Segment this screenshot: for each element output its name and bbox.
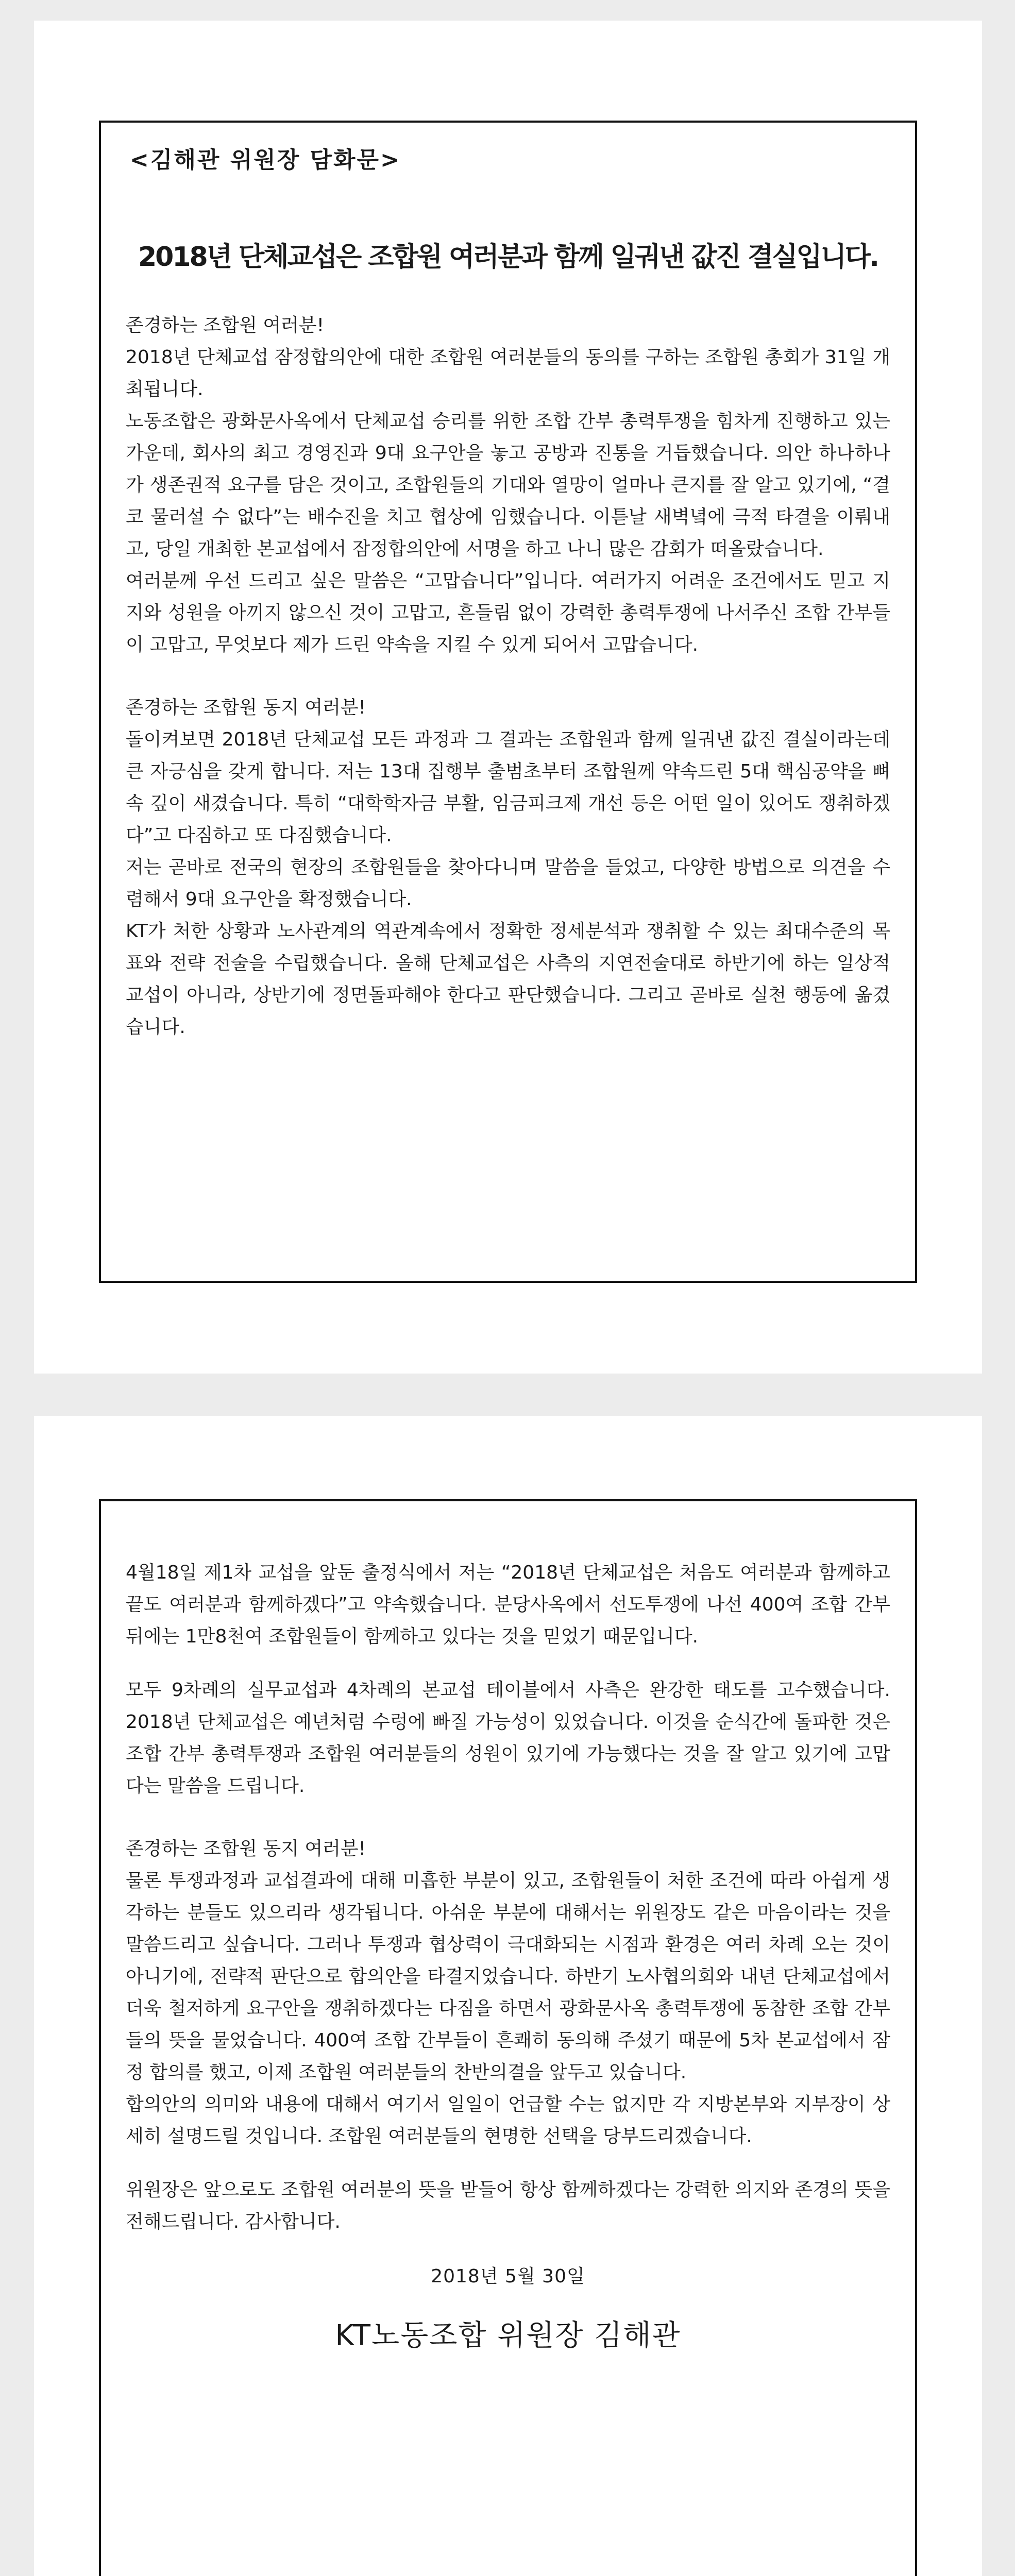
paragraph-gap bbox=[126, 2160, 890, 2174]
document-page-2 bbox=[34, 1416, 982, 2576]
document-frame bbox=[99, 1499, 917, 2576]
page-2-content bbox=[126, 1557, 890, 2357]
paragraph: 저는 곧바로 전국의 현장의 조합원들을 찾아다니며 말씀을 들었고, 다양한 방법으로 의견을 수렴해서 9대 요구안을 확정했습니다. bbox=[126, 857, 890, 910]
paragraph: KT가 처한 상황과 노사관계의 역관계속에서 정확한 정세분석과 쟁취할 수 있는 최대수준의 목표와 전략 전술을 수립했습니다. 올해 단체교섭은 사측의 지연전술대로 하반기에 하는 일상적 교섭이 아니라, 상반기에 정면돌파해야 한다고 판단했습니다. 그리고 곧바로 실천 행동에 옮겼습니다. bbox=[126, 921, 890, 1038]
document-date: 2018년 5월 30일 bbox=[431, 2266, 585, 2287]
closing-paragraph: 위원장은 앞으로도 조합원 여러분의 뜻을 받들어 항상 함께하겠다는 강력한 의지와 존경의 뜻을 전해드립니다. 감사합니다. bbox=[126, 2179, 890, 2232]
paragraph: 4월18일 제1차 교섭을 앞둔 출정식에서 저는 “2018년 단체교섭은 처음도 여러분과 함께하고 끝도 여러분과 함께하겠다”고 약속했습니다. 분당사옥에서 선도투쟁에 나선 400여 조합 간부 뒤에는 1만8천여 조합원들이 함께하고 있다는 것을 믿었기 때문입니다. bbox=[126, 1562, 890, 1647]
paragraph-gap bbox=[126, 1802, 890, 1833]
paragraph: 여러분께 우선 드리고 싶은 말씀은 “고맙습니다”입니다. 여러가지 어려운 조건에서도 믿고 지지와 성원을 아끼지 않으신 것이 고맙고, 흔들림 없이 강력한 총력투쟁에 나서주신 조합 간부들이 고맙고, 무엇보다 제가 드린 약속을 지킬 수 있게 되어서 고맙습니다. bbox=[126, 570, 890, 655]
paragraph: 물론 투쟁과정과 교섭결과에 대해 미흡한 부분이 있고, 조합원들이 처한 조건에 따라 아쉽게 생각하는 분들도 있으리라 생각됩니다. 아쉬운 부분에 대해서는 위원장도 같은 마음이라는 것을 말씀드리고 싶습니다. 그러나 투쟁과 협상력이 극대화되는 시점과 환경은 여러 차례 오는 것이 아니기에, 전략적 판단으로 합의안을 타결지었습니다. 하반기 노사협의회와 내년 단체교섭에서 더욱 철저하게 요구안을 쟁취하겠다는 다짐을 하면서 광화문사옥 총력투쟁에 동참한 조합 간부들의 뜻을 물었습니다. 400여 조합 간부들이 흔쾌히 동의해 주셨기 때문에 5차 본교섭에서 잠정 합의를 했고, 이제 조합원 여러분들의 찬반의결을 앞두고 있습니다. bbox=[126, 1870, 890, 2083]
signature: KT노동조합 위원장 김해관 bbox=[335, 2319, 681, 2352]
greeting: 존경하는 조합원 동지 여러분! bbox=[126, 1838, 366, 1859]
document-headline: <김해관 위원장 담화문> bbox=[130, 147, 401, 173]
greeting: 존경하는 조합원 여러분! bbox=[126, 315, 325, 336]
page-1-content bbox=[126, 141, 890, 1043]
paragraph: 모두 9차례의 실무교섭과 4차례의 본교섭 테이블에서 사측은 완강한 태도를 고수했습니다. 2018년 단체교섭은 예년처럼 수렁에 빠질 가능성이 있었습니다. 이것을 순식간에 돌파한 것은 조합 간부 총력투쟁과 조합원 여러분들의 성원이 있기에 가능했다는 것을 잘 알고 있기에 고맙다는 말씀을 드립니다. bbox=[126, 1680, 890, 1797]
paragraph: 돌이켜보면 2018년 단체교섭 모든 과정과 그 결과는 조합원과 함께 일궈낸 값진 결실이라는데 큰 자긍심을 갖게 합니다. 저는 13대 집행부 출범초부터 조합원께 약속드린 5대 핵심공약을 뼈속 깊이 새겼습니다. 특히 “대학학자금 부활, 임금피크제 개선 등은 어떤 일이 있어도 쟁취하겠다”고 다짐하고 또 다짐했습니다. bbox=[126, 729, 890, 846]
document-title: 2018년 단체교섭은 조합원 여러분과 함께 일궈낸 값진 결실입니다. bbox=[138, 242, 878, 273]
document-page-1 bbox=[34, 21, 982, 1374]
document-frame bbox=[99, 121, 917, 1283]
paragraph: 노동조합은 광화문사옥에서 단체교섭 승리를 위한 조합 간부 총력투쟁을 힘차게 진행하고 있는 가운데, 회사의 최고 경영진과 9대 요구안을 놓고 공방과 진통을 거듭했습니다. 의안 하나하나가 생존권적 요구를 담은 것이고, 조합원들의 기대와 열망이 얼마나 큰지를 잘 알고 있기에, “결코 물러설 수 없다”는 배수진을 치고 협상에 임했습니다. 이튿날 새벽녘에 극적 타결을 이뤄내고, 당일 개최한 본교섭에서 잠정합의안에 서명을 하고 나니 많은 감회가 떠올랐습니다. bbox=[126, 411, 890, 560]
paragraph-gap bbox=[126, 1660, 890, 1674]
paragraph-gap bbox=[126, 661, 890, 692]
paragraph: 합의안의 의미와 내용에 대해서 여기서 일일이 언급할 수는 없지만 각 지방본부와 지부장이 상세히 설명드릴 것입니다. 조합원 여러분들의 현명한 선택을 당부드리겠습니다. bbox=[126, 2094, 890, 2147]
greeting: 존경하는 조합원 동지 여러분! bbox=[126, 697, 366, 718]
paragraph: 2018년 단체교섭 잠정합의안에 대한 조합원 여러분들의 동의를 구하는 조합원 총회가 31일 개최됩니다. bbox=[126, 347, 890, 400]
